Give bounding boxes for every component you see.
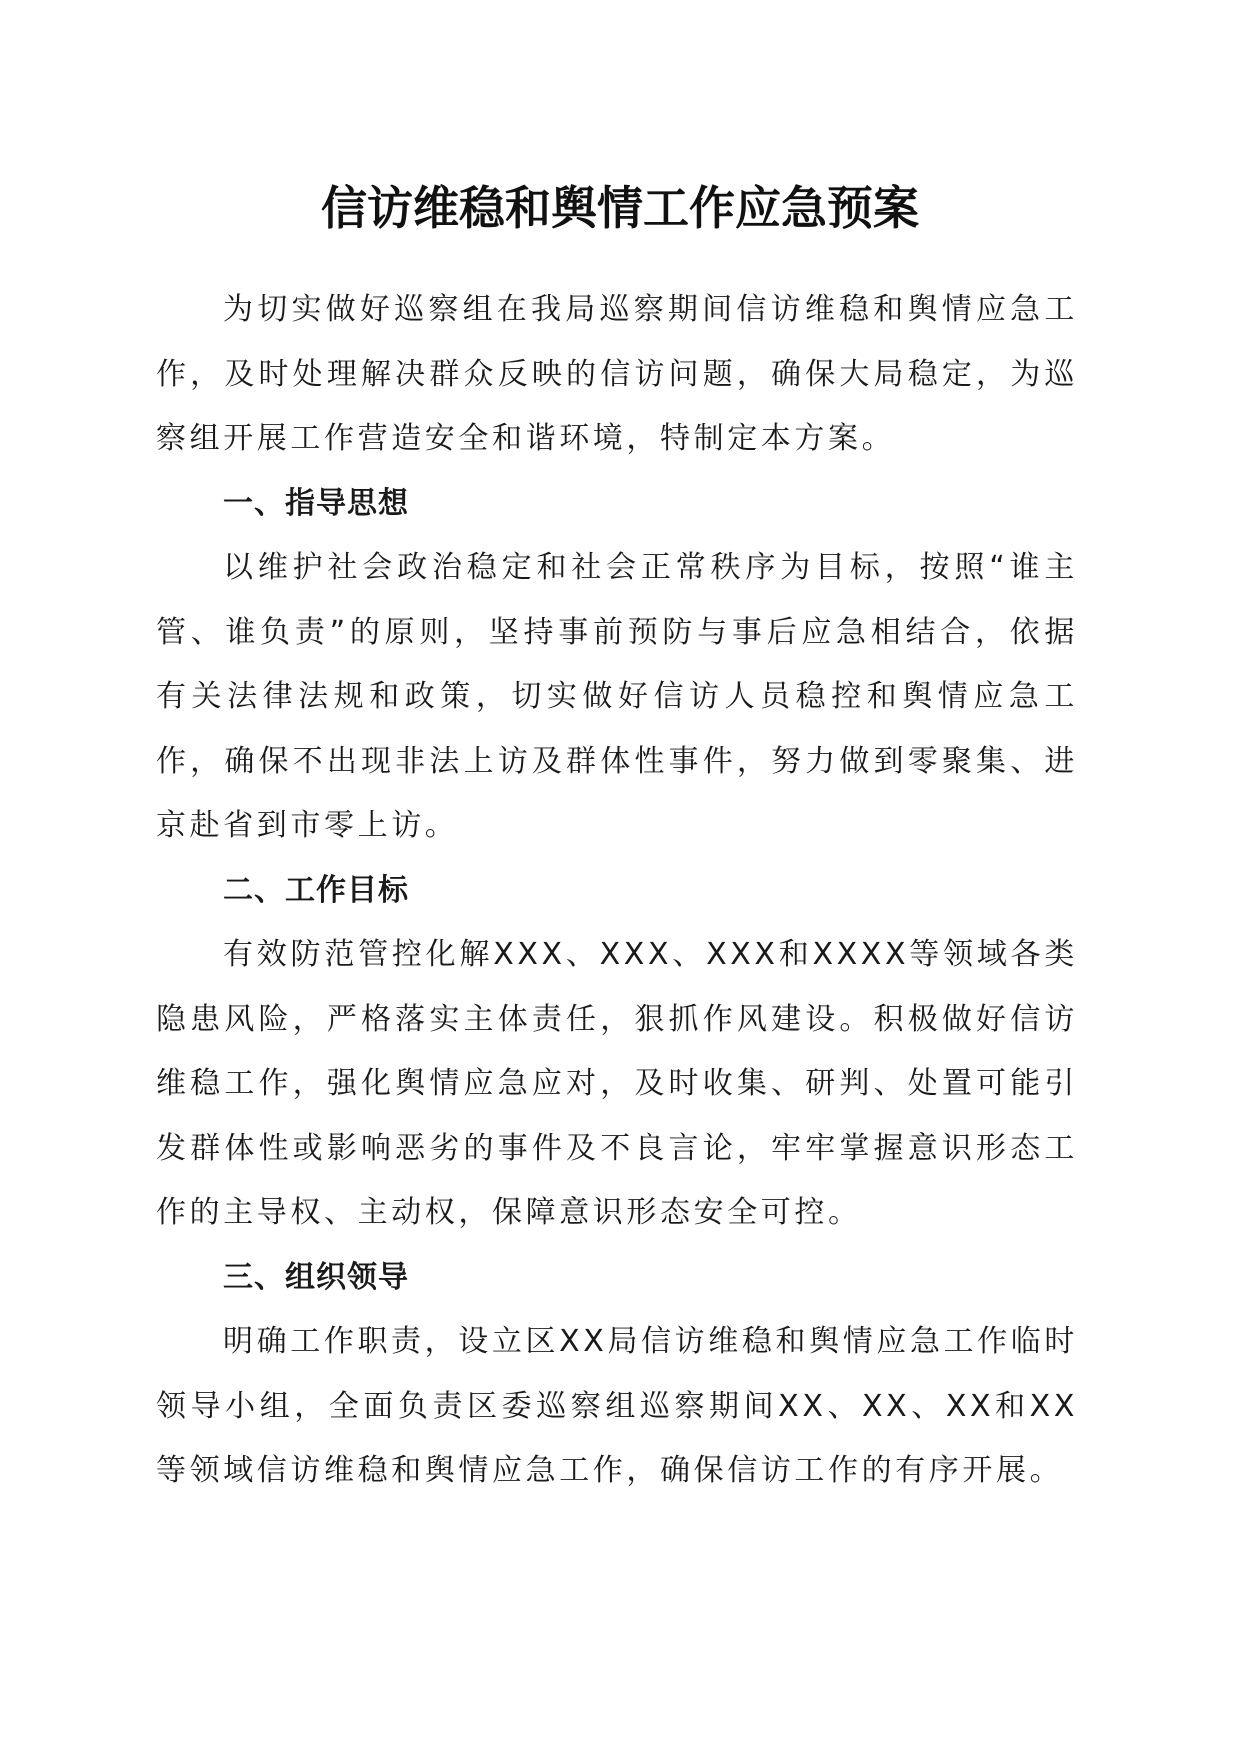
section-body-organization-leadership: 明确工作职责，设立区XX局信访维稳和舆情应急工作临时领导小组，全面负责区委巡察组巡察期间XX、XX、XX和XX等领域信访维稳和舆情应急工作，确保信访工作的有序开展。 bbox=[156, 1324, 1078, 1488]
section-heading-guiding-ideology: 一、指导思想 bbox=[223, 485, 409, 521]
section-heading-work-goals: 二、工作目标 bbox=[223, 872, 409, 908]
document-title: 信访维稳和舆情工作应急预案 bbox=[321, 181, 919, 235]
intro-paragraph: 为切实做好巡察组在我局巡察期间信访维稳和舆情应急工作，及时处理解决群众反映的信访问题，确保大局稳定，为巡察组开展工作营造安全和谐环境，特制定本方案。 bbox=[156, 292, 1078, 456]
section-heading-organization-leadership: 三、组织领导 bbox=[223, 1259, 409, 1295]
section-body-guiding-ideology: 以维护社会政治稳定和社会正常秩序为目标，按照“谁主管、谁负责”的原则，坚持事前预防与事后应急相结合，依据有关法律法规和政策，切实做好信访人员稳控和舆情应急工作，确保不出现非法上访及群体性事件，努力做到零聚集、进京赴省到市零上访。 bbox=[156, 550, 1078, 843]
section-body-work-goals: 有效防范管控化解XXX、XXX、XXX和XXXX等领域各类隐患风险，严格落实主体责任，狠抓作风建设。积极做好信访维稳工作，强化舆情应急应对，及时收集、研判、处置可能引发群体性或影响恶劣的事件及不良言论，牢牢掌握意识形态工作的主导权、主动权，保障意识形态安全可控。 bbox=[156, 937, 1078, 1230]
document-body bbox=[156, 278, 1078, 1504]
